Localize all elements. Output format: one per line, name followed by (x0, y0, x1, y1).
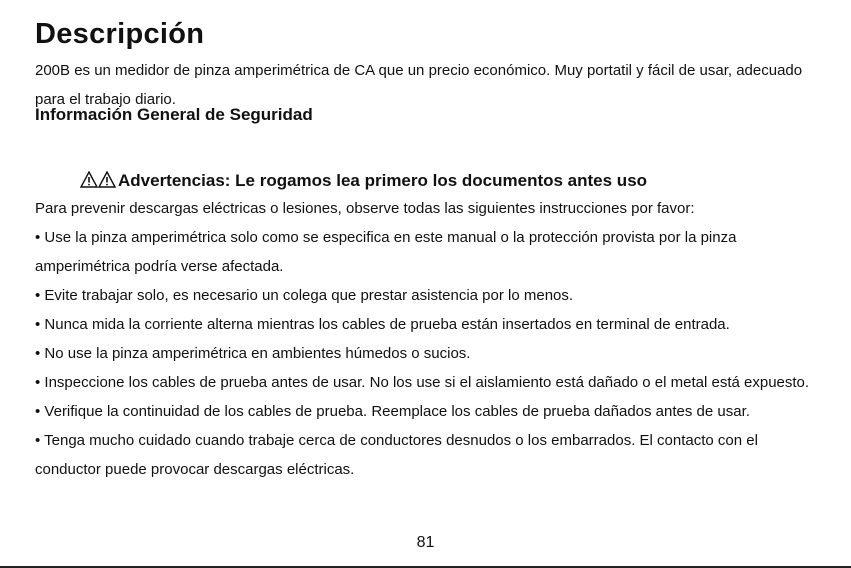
list-item: • Inspeccione los cables de prueba antes de usar. No los use si el aislamiento está dañado o el metal está expuesto. (35, 374, 810, 391)
list-item: • Verifique la continuidad de los cables de prueba. Reemplace los cables de prueba dañados antes de usar. (35, 403, 750, 420)
list-item: • Tenga mucho cuidado cuando trabaje cerca de conductores desnudos o los embarrados. El contacto con el conductor puede provocar descargas eléctricas. (35, 432, 758, 478)
list-item: • No use la pinza amperimétrica en ambientes húmedos o sucios. (35, 345, 471, 362)
warning-triangle-icon (98, 171, 116, 188)
list-item: • Nunca mida la corriente alterna mientras los cables de prueba están insertados en terminal de entrada. (35, 316, 730, 333)
warning-icons (80, 171, 116, 188)
safety-instructions (35, 194, 825, 484)
section-heading: Información General de Seguridad (35, 105, 313, 124)
list-item: • Use la pinza amperimétrica solo como se especifica en este manual o la protección provista por la pinza amperimétrica podría verse afectada. (35, 229, 737, 275)
warning-text: Advertencias: Le rogamos lea primero los documentos antes uso (118, 171, 648, 190)
warning-triangle-icon (80, 171, 98, 188)
page-number: 81 (416, 534, 435, 551)
list-item: • Evite trabajar solo, es necesario un colega que prestar asistencia por lo menos. (35, 287, 574, 304)
intro-paragraph: 200B es un medidor de pinza amperimétrica de CA que un precio económico. Muy portatil y fácil de usar, adecuado para el trabajo diario. (35, 62, 803, 108)
page-title: Descripción (35, 18, 205, 50)
lead-sentence: Para prevenir descargas eléctricas o lesiones, observe todas las siguientes instrucciones por favor: (35, 200, 695, 217)
warning-heading (80, 170, 647, 192)
